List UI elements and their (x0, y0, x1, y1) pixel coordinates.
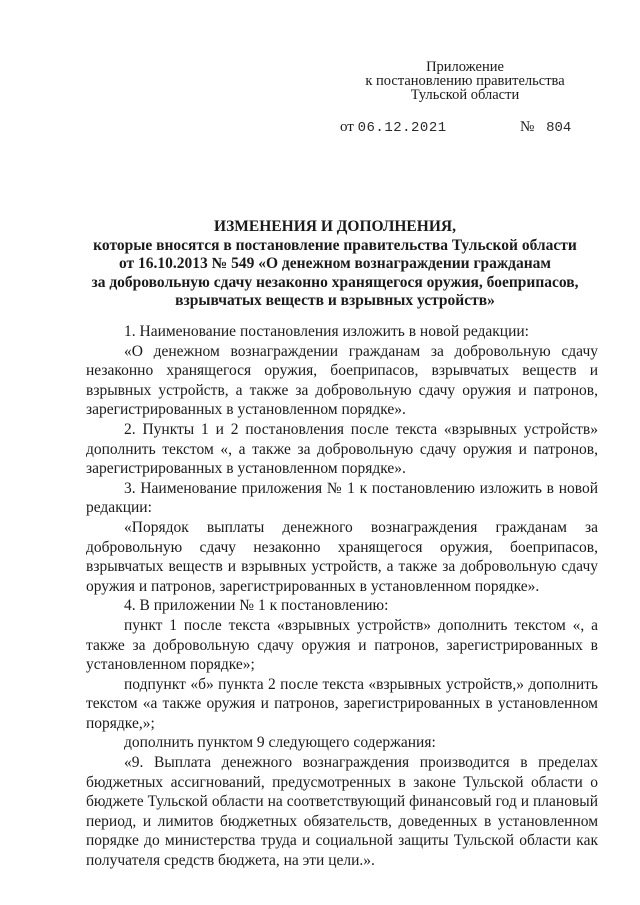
body-paragraph: 2. Пункты 1 и 2 постановления после текста «взрывных устройств» дополнить текстом «, а также за добровольную сдачу оружия и патронов, зарегистрированных в установленном порядке». (86, 420, 598, 478)
number-prefix: № (520, 119, 535, 135)
title-line: ИЗМЕНЕНИЯ И ДОПОЛНЕНИЯ, (214, 218, 456, 235)
title-line: взрывчатых веществ и взрывных устройств» (175, 292, 495, 309)
appendix-block (345, 60, 585, 102)
title-line: за добровольную сдачу незаконно хранящегося оружия, боеприпасов, (91, 273, 579, 291)
document-date (340, 119, 447, 136)
body-paragraph: 3. Наименование приложения № 1 к постановлению изложить в новой редакции: (86, 479, 598, 517)
document-number (520, 119, 571, 136)
appendix-title: Приложение (426, 59, 504, 75)
body-paragraph: дополнить пунктом 9 следующего содержания: (124, 734, 436, 752)
document-title (70, 218, 600, 311)
title-line: от 16.10.2013 № 549 «О денежном вознаграждении гражданам (119, 255, 551, 272)
date-value: 06.12.2021 (357, 120, 447, 136)
body-paragraph: 4. В приложении № 1 к постановлению: (124, 597, 389, 615)
date-prefix: от (340, 119, 354, 135)
number-value: 804 (546, 120, 572, 136)
body-paragraph: «О денежном вознаграждении гражданам за добровольную сдачу незаконно хранящегося оружия, боеприпасов, взрывчатых веществ и взрывных устройств, а также за добровольную сдачу оружия и патронов, зарегистрированных в установленном порядке». (86, 342, 598, 419)
appendix-reference: к постановлению правительства (365, 73, 565, 89)
document-body (86, 322, 598, 871)
body-paragraph: подпункт «б» пункта 2 после текста «взрывных устройств,» дополнить текстом «а также оружия и патронов, зарегистрированных в установленном порядке,»; (86, 675, 598, 732)
body-paragraph: «9. Выплата денежного вознаграждения производится в пределах бюджетных ассигнований, предусмотренных в законе Тульской области о бюджете Тульской области на соответствующий финансовый год и плановый период, и лимитов бюджетных обязательств, доведенных в установленном порядке до министерства труда и социальной защиты Тульской области как получателя средств бюджета, на эти цели.». (86, 754, 598, 870)
title-line: которые вносятся в постановление правительства Тульской области (93, 236, 577, 254)
body-paragraph: «Порядок выплаты денежного вознаграждения гражданам за добровольную сдачу незаконно хранящегося оружия, боеприпасов, взрывчатых веществ и взрывных устройств, а также за добровольную сдачу оружия и патронов, зарегистрированных в установленном порядке». (86, 518, 598, 595)
body-paragraph: пункт 1 после текста «взрывных устройств» дополнить текстом «, а также за добровольную сдачу оружия и патронов, зарегистрированных в установленном порядке»; (86, 616, 598, 674)
appendix-region: Тульской области (410, 87, 520, 103)
body-paragraph: 1. Наименование постановления изложить в новой редакции: (124, 323, 529, 340)
